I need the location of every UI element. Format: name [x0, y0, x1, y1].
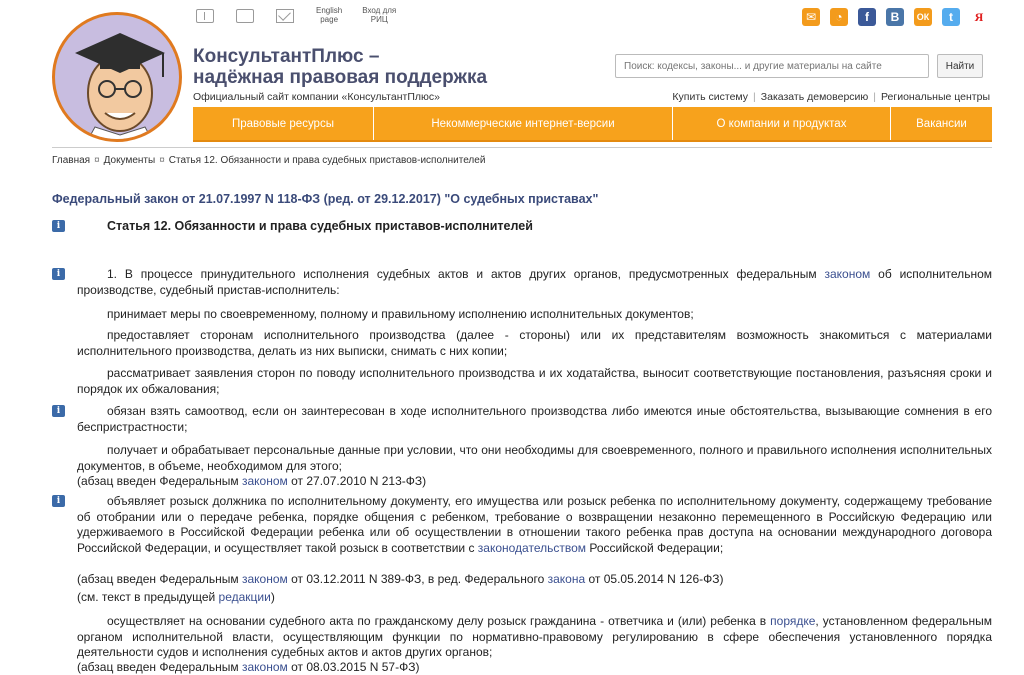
email-icon[interactable]: ✉ [802, 8, 820, 26]
order-demo-link[interactable]: Заказать демоверсию [760, 91, 869, 103]
brand-title-line2: надёжная правовая поддержка [193, 67, 488, 88]
document-title: Федеральный закон от 21.07.1997 N 118-ФЗ (ред. от 29.12.2017) "О судебных приставах" [52, 192, 599, 206]
breadcrumb: Главная ¤ Документы ¤ Статья 12. Обязанности и права судебных приставов-исполнителей [52, 155, 486, 166]
paragraph-3: предоставляет сторонам исполнительного производства (далее - стороны) или их представителям возможность знакомиться с материалами исполнительного производства, делать из них выписки, снимать с них копии; [77, 328, 992, 358]
ric-login-link[interactable]: Вход для РИЦ [362, 6, 397, 24]
nav-about-company[interactable]: О компании и продуктах [673, 107, 891, 140]
law-link[interactable]: законом [241, 474, 288, 488]
twitter-icon[interactable]: t [942, 8, 960, 26]
vk-icon[interactable]: В [886, 8, 904, 26]
breadcrumb-current: Статья 12. Обязанности и права судебных приставов-исполнителей [168, 155, 486, 166]
regional-centers-link[interactable]: Региональные центры [881, 91, 990, 103]
search-button[interactable]: Найти [937, 54, 983, 78]
paragraph-8-note: (абзац введен Федеральным законом от 08.03.2015 N 57-ФЗ) [77, 660, 420, 674]
social-links [802, 8, 988, 26]
nav-noncommercial-versions[interactable]: Некоммерческие интернет-версии [374, 107, 673, 140]
rss-icon[interactable]: ◔ [830, 8, 848, 26]
paragraph-8: осуществляет на основании судебного акта по гражданскому делу розыск гражданина - ответчика и (или) ребенка в порядке, установленном федеральным органом исполнительной власти, осуществляющим функции по нормативно-правовому регулированию в сфере обеспечения установленного порядка деятельности судов и исполнения судебных актов и актов других органов; [77, 614, 992, 659]
header-divider [52, 147, 992, 148]
paragraph-7-note: (абзац введен Федеральным законом от 03.12.2011 N 389-ФЗ, в ред. Федерального закона от 05.05.2014 N 126-ФЗ) [77, 572, 724, 586]
previous-edition-note: (см. текст в предыдущей редакции) [77, 590, 275, 604]
previous-edition-link[interactable]: редакции [218, 590, 271, 604]
paragraph-7: объявляет розыск должника по исполнительному документу, его имущества или розыск ребенка по исполнительному документу, содержащему требование об отобрании или о передаче ребенка, порядке общения с ребенком, требование о возвращении незаконно перемещенного в Российскую Федерацию или удерживаемого в Российской Федерации ребенка или об осуществлении в отношении такого ребенка прав доступа на основании международного договора Российской Федерации, и осуществляет такой розыск в соответствии с законодательством Российской Федерации; [77, 494, 992, 555]
mail-icon[interactable] [276, 9, 294, 23]
yandex-icon[interactable]: Я [970, 8, 988, 26]
law-link[interactable]: законом [241, 660, 288, 674]
nav-legal-resources[interactable]: Правовые ресурсы [193, 107, 374, 140]
breadcrumb-documents[interactable]: Документы [103, 155, 156, 166]
info-icon[interactable]: i [52, 268, 65, 280]
odnoklassniki-icon[interactable]: ОК [914, 8, 932, 26]
brand-title-line1: КонсультантПлюс – [193, 46, 380, 67]
main-nav [193, 107, 992, 142]
top-tools [196, 6, 416, 28]
info-icon[interactable]: i [52, 495, 65, 507]
english-page-link[interactable]: English page [316, 6, 343, 24]
company-logo[interactable] [52, 12, 182, 142]
document-icon[interactable] [236, 9, 254, 23]
utility-links: Купить систему | Заказать демоверсию | Региональные центры [672, 91, 990, 103]
paragraph-6-note: (абзац введен Федеральным законом от 27.07.2010 N 213-ФЗ) [77, 474, 427, 488]
paragraph-4: рассматривает заявления сторон по поводу исполнительного производства и их ходатайства, выносит соответствующие постановления, разъясняя сроки и порядок их обжалования; [77, 366, 992, 396]
sitemap-icon[interactable] [196, 9, 214, 23]
facebook-icon[interactable]: f [858, 8, 876, 26]
paragraph-2: принимает меры по своевременному, полному и правильному исполнению исполнительных документов; [107, 307, 694, 321]
law-link[interactable]: законом [241, 572, 288, 586]
paragraph-6: получает и обрабатывает персональные данные при условии, что они необходимы для своевременного, полного и правильного исполнения исполнительных документов, в объеме, необходимом для этого; [77, 443, 992, 473]
brand-subtitle: Официальный сайт компании «КонсультантПлюс» [193, 91, 440, 103]
article-title: Статья 12. Обязанности и права судебных приставов-исполнителей [107, 219, 533, 233]
paragraph-1: 1. В процессе принудительного исполнения судебных актов и актов других органов, предусмотренных федеральным законом об исполнительном производстве, судебный пристав-исполнитель: [77, 267, 992, 297]
law-link[interactable]: законом [824, 267, 871, 281]
info-icon[interactable]: i [52, 220, 65, 232]
procedure-link[interactable]: порядке [770, 614, 816, 628]
legislation-link[interactable]: законодательством [477, 540, 587, 555]
paragraph-5: обязан взять самоотвод, если он заинтересован в ходе исполнительного производства либо имеются иные обстоятельства, вызывающие сомнения в его беспристрастности; [77, 404, 992, 434]
law-link[interactable]: закона [547, 572, 586, 586]
nav-vacancies[interactable]: Вакансии [916, 117, 967, 130]
breadcrumb-home[interactable]: Главная [52, 155, 91, 166]
info-icon[interactable]: i [52, 405, 65, 417]
search-input[interactable] [615, 54, 929, 78]
buy-system-link[interactable]: Купить систему [672, 91, 749, 103]
brand-title[interactable] [193, 46, 487, 88]
